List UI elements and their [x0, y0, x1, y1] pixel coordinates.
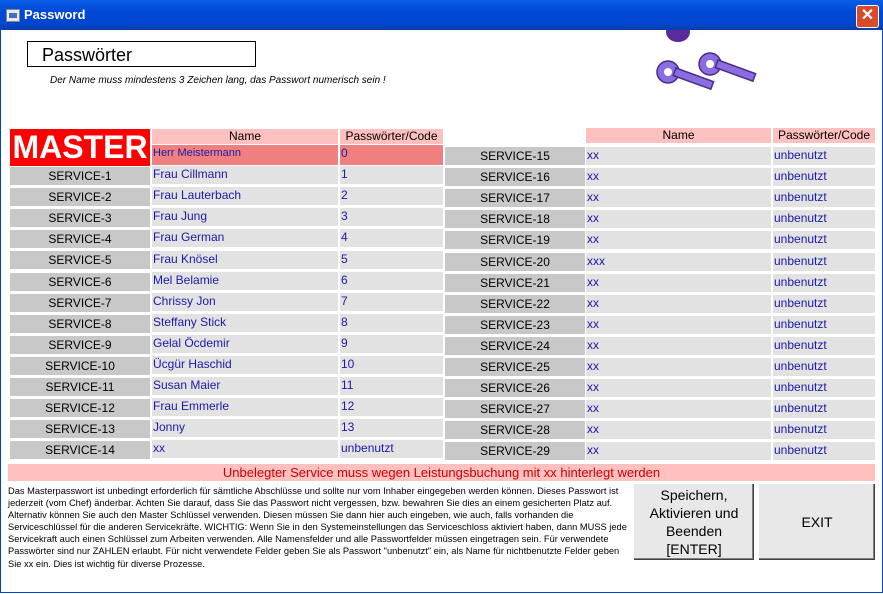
keys-icon [648, 30, 768, 100]
name-field[interactable]: xx [586, 336, 771, 355]
row-label: SERVICE-17 [445, 188, 585, 207]
row-label: SERVICE-25 [445, 357, 585, 376]
name-field[interactable]: xx [586, 420, 771, 439]
title-bar [0, 0, 883, 30]
name-field[interactable]: xx [586, 146, 771, 165]
code-field[interactable]: unbenutzt [773, 399, 875, 418]
left-header-code: Passwörter/Code [340, 129, 443, 144]
row-label: SERVICE-23 [445, 315, 585, 334]
name-field[interactable]: Frau Lauterbach [152, 186, 338, 205]
code-field[interactable]: 8 [340, 313, 443, 332]
code-field[interactable]: 5 [340, 250, 443, 269]
exit-button[interactable]: EXIT [758, 483, 876, 561]
code-field[interactable]: unbenutzt [773, 357, 875, 376]
code-field[interactable]: unbenutzt [773, 441, 875, 460]
name-field[interactable]: xx [586, 188, 771, 207]
row-label: SERVICE-10 [10, 356, 150, 375]
row-label: SERVICE-27 [445, 399, 585, 418]
row-label: SERVICE-22 [445, 294, 585, 313]
row-label: SERVICE-2 [10, 187, 150, 206]
row-label: SERVICE-6 [10, 272, 150, 291]
name-field[interactable]: Susan Maier [152, 376, 338, 395]
code-field[interactable]: unbenutzt [773, 294, 875, 313]
code-field[interactable]: unbenutzt [773, 252, 875, 271]
name-field[interactable]: Gelal Öcdemir [152, 334, 338, 353]
code-field[interactable]: 9 [340, 334, 443, 353]
page-title: Passwörter [27, 41, 256, 67]
row-label: SERVICE-11 [10, 377, 150, 396]
code-field[interactable]: 10 [340, 355, 443, 374]
row-label: SERVICE-20 [445, 252, 585, 271]
hint-text: Der Name muss mindestens 3 Zeichen lang, das Passwort numerisch sein ! [50, 75, 386, 86]
code-field[interactable]: 12 [340, 397, 443, 416]
row-label: SERVICE-12 [10, 398, 150, 417]
code-field[interactable]: 6 [340, 271, 443, 290]
name-field[interactable]: Steffany Stick [152, 313, 338, 332]
name-field[interactable]: Mel Belamie [152, 271, 338, 290]
name-field[interactable]: xx [586, 273, 771, 292]
name-field[interactable]: Frau Knösel [152, 250, 338, 269]
name-field[interactable]: Frau Emmerle [152, 397, 338, 416]
code-field[interactable]: unbenutzt [340, 439, 443, 458]
right-header-code: Passwörter/Code [773, 128, 875, 143]
row-label: SERVICE-9 [10, 335, 150, 354]
code-field[interactable]: unbenutzt [773, 273, 875, 292]
code-field[interactable]: unbenutzt [773, 146, 875, 165]
row-label: SERVICE-16 [445, 167, 585, 186]
row-label: SERVICE-7 [10, 293, 150, 312]
code-field[interactable]: 1 [340, 165, 443, 184]
code-field[interactable]: unbenutzt [773, 315, 875, 334]
name-field[interactable]: xx [586, 399, 771, 418]
code-field[interactable]: unbenutzt [773, 167, 875, 186]
name-field[interactable]: Chrissy Jon [152, 292, 338, 311]
code-field[interactable]: 7 [340, 292, 443, 311]
row-label: SERVICE-1 [10, 166, 150, 185]
name-field[interactable]: xx [586, 294, 771, 313]
name-field[interactable]: xx [152, 439, 338, 458]
row-label: SERVICE-13 [10, 419, 150, 438]
name-field[interactable]: xx [586, 230, 771, 249]
left-header-name: Name [152, 129, 338, 144]
code-field[interactable]: unbenutzt [773, 378, 875, 397]
row-label: SERVICE-19 [445, 230, 585, 249]
row-label: SERVICE-8 [10, 314, 150, 333]
name-field[interactable]: xx [586, 315, 771, 334]
code-field[interactable]: unbenutzt [773, 209, 875, 228]
row-label: SERVICE-29 [445, 441, 585, 460]
code-field[interactable]: 3 [340, 207, 443, 226]
right-header-name: Name [586, 128, 771, 143]
name-field[interactable]: xx [586, 209, 771, 228]
warning-banner: Unbelegter Service muss wegen Leistungsbuchung mit xx hinterlegt werden [8, 464, 875, 481]
master-label: MASTER [10, 129, 150, 166]
name-field[interactable]: Frau German [152, 228, 338, 247]
code-field[interactable]: unbenutzt [773, 336, 875, 355]
row-label: SERVICE-26 [445, 378, 585, 397]
name-field[interactable]: xx [586, 167, 771, 186]
name-field[interactable]: xx [586, 378, 771, 397]
name-field[interactable]: Ücgür Haschid [152, 355, 338, 374]
row-label: SERVICE-18 [445, 209, 585, 228]
row-label: SERVICE-21 [445, 273, 585, 292]
code-field[interactable]: unbenutzt [773, 230, 875, 249]
code-field[interactable]: 13 [340, 418, 443, 437]
code-field[interactable]: 11 [340, 376, 443, 395]
row-label: SERVICE-15 [445, 146, 585, 165]
close-button[interactable]: ✕ [856, 5, 879, 28]
save-activate-exit-button[interactable]: Speichern, Aktivieren und Beenden [ENTER] [633, 483, 755, 561]
name-field[interactable]: xxx [586, 252, 771, 271]
name-field[interactable]: Jonny [152, 418, 338, 437]
name-field[interactable]: xx [586, 357, 771, 376]
code-field[interactable]: 4 [340, 228, 443, 247]
row-label: SERVICE-5 [10, 250, 150, 269]
code-field[interactable]: 2 [340, 186, 443, 205]
row-label: SERVICE-3 [10, 208, 150, 227]
name-field[interactable]: Herr Meistermann [152, 144, 338, 166]
info-note: Das Masterpasswort ist unbedingt erforderlich für sämtliche Abschlüsse und sollte nur vom Inhaber eingegeben werden können. Dieses Passwort ist jederzeit (vom Chef) änderbar. Achten Sie darauf, dass Sie das Passwort nicht vergessen, bzw. bewahren Sie dies an einem gesicherten Platz auf. Alternativ können Sie auch den Master Schlüssel verwenden. Diesen müssen Sie dann hier auch eingeben, wie auch, falls vorhanden die Serviceschlüssel für die anderen Servicekräfte. WICHTIG: Wenn Sie in den Systemeinstellungen das Serviceschloss aktiviert haben, dann MUSS jede Servicekraft auch einen Schlüssel zum Arbeiten verwenden. Alle Namensfelder und alle Passwortfelder müssen eingetragen sein. Für verwendete Passwörter sind nur ZAHLEN erlaubt. Für nicht verwendete Felder geben Sie als Passwort "unbenutzt" ein, als Name für nichtbenutzte Felder geben Sie xx ein. Dies ist wichtig für diverse Prozesse. [8, 486, 627, 569]
row-label: SERVICE-24 [445, 336, 585, 355]
code-field[interactable]: 0 [340, 144, 443, 166]
name-field[interactable]: Frau Jung [152, 207, 338, 226]
code-field[interactable]: unbenutzt [773, 188, 875, 207]
app-icon [6, 9, 20, 22]
row-label: SERVICE-4 [10, 229, 150, 248]
row-label: SERVICE-14 [10, 440, 150, 459]
name-field[interactable]: Frau Cillmann [152, 165, 338, 184]
window-title: Password [24, 7, 86, 22]
name-field[interactable]: xx [586, 441, 771, 460]
code-field[interactable]: unbenutzt [773, 420, 875, 439]
row-label: SERVICE-28 [445, 420, 585, 439]
